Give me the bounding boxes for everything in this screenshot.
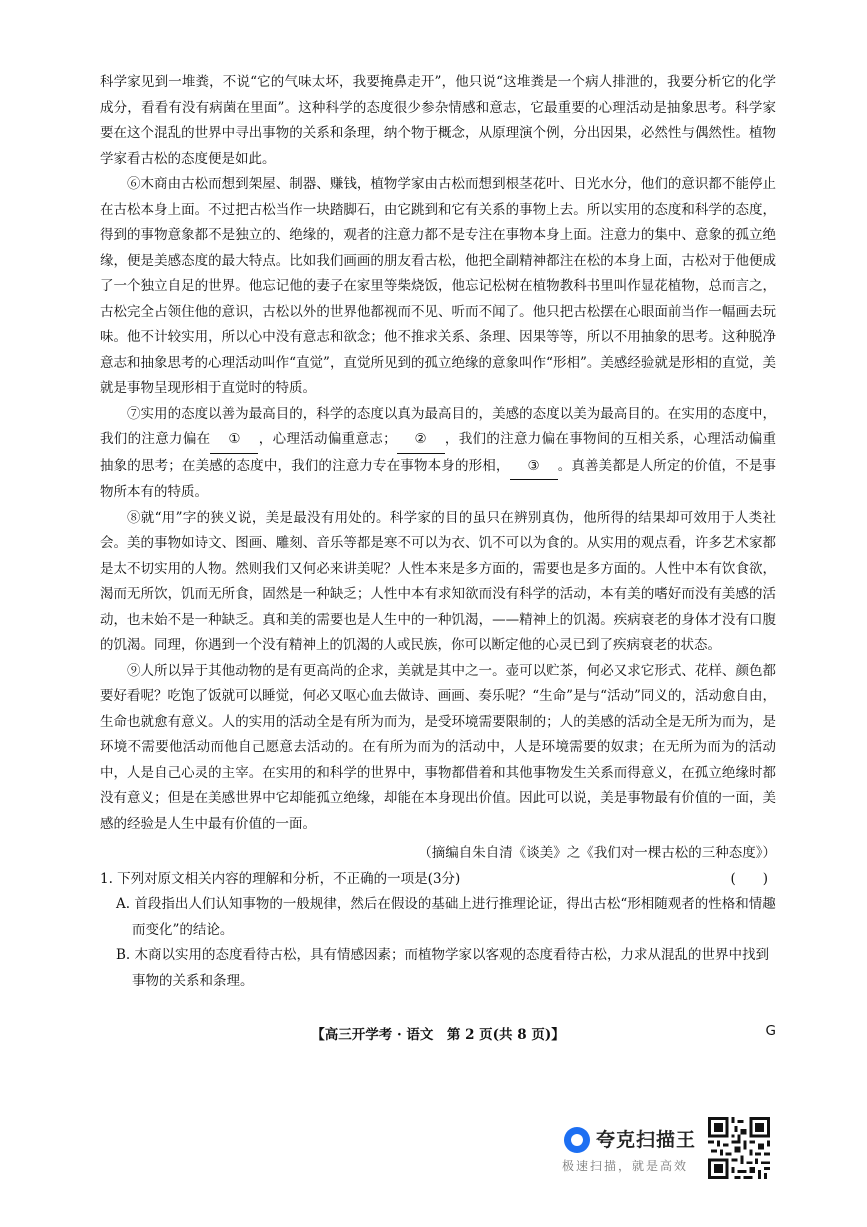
source-citation: （摘编自朱自清《谈美》之《我们对一棵古松的三种态度》） [418,845,776,861]
paragraph-9: ⑨人所以异于其他动物的是有更高尚的企求，美就是其中之一。壶可以贮茶，何必又求它形式、花样、颜色都要好看呢？吃饱了饭就可以睡觉，何必又呕心血去做诗、画画、奏乐呢？“生命”是与“活动”同义的，活动愈自由，生命也就愈有意义。人的实用的活动全是有所为而为，是受环境需要限制的；人的美感的活动全是无所为而为，是环境不需要他活动而他自己愿意去活动的。在有所为而为的活动中，人是环境需要的奴隶；在无所为而为的活动中，人是自己心灵的主宰。在实用的和科学的世界中，事物都借着和其他事物发生关系而得意义，在孤立绝缘时都没有意义；但是在美感世界中它却能孤立绝缘，却能在本身现出价值。因此可以说，美是事物最有价值的一面，美感的经验是人生中最有价值的一面。 [100,662,776,832]
scanner-watermark [560,1115,775,1185]
footer-version: G [765,1023,776,1039]
blank-2: ② [397,427,445,454]
qr-code-icon [708,1117,770,1179]
footer-page-info: 【高三开学考 · 语文 第 2 页(共 8 页)】 [311,1027,565,1043]
p7-text-d: 。真善美都是人所定的价值，不是事物所本有的特质。 [100,457,777,500]
document-body [100,70,776,994]
answer-box: ( ) [730,870,768,887]
paragraph-continued: 科学家见到一堆粪，不说“它的气味太坏，我要掩鼻走开”，他只说“这堆粪是一个病人排泄的，我要分析它的化学成分，看看有没有病菌在里面”。这种科学的态度很少参杂情感和意志，它最重要的心理活动是抽象思考。科学家要在这个混乱的世界中寻出事物的关系和条理，纳个物于概念，从原理演个例，分出因果，必然性与偶然性。植物学家看古松的态度便是如此。 [100,74,776,167]
p7-text-a: ⑦实用的态度以善为最高目的，科学的态度以真为最高目的，美感的态度以美为最高目的。在实用的态度中，我们的注意力偏在 [100,405,776,447]
option-b: B. 木商以实用的态度看待古松，具有情感因素；而植物学家以客观的态度看待古松，力求从混乱的世界中找到事物的关系和条理。 [116,947,770,989]
option-a: A. 首段指出人们认知事物的一般规律，然后在假设的基础上进行推理论证，得出古松“形相随观者的性格和情趣而变化”的结论。 [116,896,776,938]
watermark-subtitle: 极速扫描，就是高效 [562,1159,689,1173]
scanner-logo-icon [564,1127,590,1153]
watermark-title: 夸克扫描王 [596,1129,697,1151]
paragraph-8: ⑧就“用”字的狭义说，美是最没有用处的。科学家的目的虽只在辨别真伪，他所得的结果却可效用于人类社会。美的事物如诗文、图画、雕刻、音乐等都是寒不可以为衣、饥不可以为食的。从实用的观点看，许多艺术家都是太不切实用的人物。然则我们又何必来讲美呢？人性本来是多方面的，需要也是多方面的。人性中本有饮食欲，渴而无所饮，饥而无所食，固然是一种缺乏；人性中本有求知欲而没有科学的活动，本有美的嗜好而没有美感的活动，也未始不是一种缺乏。真和美的需要也是人生中的一种饥渴，——精神上的饥渴。疾病衰老的身体才没有口腹的饥渴。同理，你遇到一个没有精神上的饥渴的人或民族，你可以断定他的心灵已到了疾病衰老的状态。 [100,509,776,653]
blank-3: ③ [510,454,558,481]
paragraph-7 [100,402,776,506]
p7-text-b: ，心理活动偏重意志； [258,431,397,447]
blank-1: ① [210,427,258,454]
question-stem [100,867,776,893]
page-footer [100,1023,776,1045]
question-text: 1. 下列对原文相关内容的理解和分析，不正确的一项是(3分) [100,870,461,887]
p7-text-c: ，我们的注意力偏在事物间的互相关系，心理活动偏重抽象的思考；在美感的态度中，我们的注意力专在事物本身的形相， [100,431,777,474]
paragraph-6: ⑥木商由古松而想到架屋、制器、赚钱，植物学家由古松而想到根茎花叶、日光水分，他们的意识都不能停止在古松本身上面。不过把古松当作一块踏脚石，由它跳到和它有关系的事物上去。所以实用的态度和科学的态度，得到的事物意象都不是独立的、绝缘的，观者的注意力都不是专注在事物本身上面。注意力的集中、意象的孤立绝缘，便是美感态度的最大特点。比如我们画画的朋友看古松，他把全副精神都注在松的本身上面，古松对于他便成了一个独立自足的世界。他忘记他的妻子在家里等柴烧饭，他忘记松树在植物教科书里叫作显花植物，总而言之，古松完全占领住他的意识，古松以外的世界他都视而不见、听而不闻了。他只把古松摆在心眼面前当作一幅画去玩味。他不计较实用，所以心中没有意志和欲念；他不推求关系、条理、因果等等，所以不用抽象的思考。这种脱净意志和抽象思考的心理活动叫作“直觉”，直觉所见到的孤立绝缘的意象叫作“形相”。美感经验就是形相的直觉，美就是事物呈现形相于直觉时的特质。 [100,176,776,396]
